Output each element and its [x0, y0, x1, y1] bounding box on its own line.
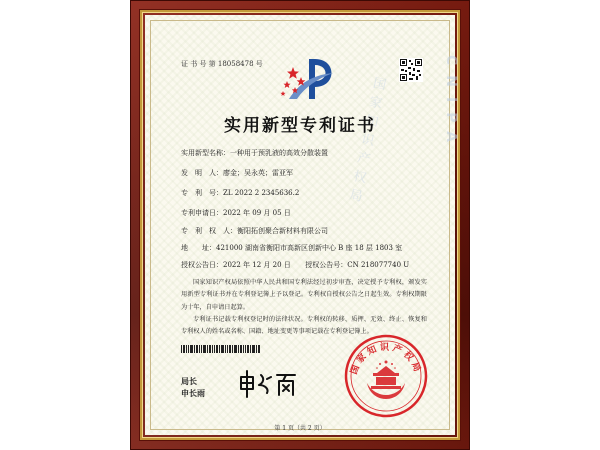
- qr-code-icon: [399, 58, 423, 82]
- grant-number-label: 授权公告号：: [305, 261, 348, 269]
- cnipa-watermark: CNIPA: [443, 55, 459, 153]
- signatory-name: 申长雨: [181, 388, 205, 398]
- patentee-label: 专 利 权 人：: [181, 227, 237, 235]
- utility-model-name-row: [181, 148, 328, 158]
- handwritten-signature-icon: [237, 369, 299, 399]
- body-paragraph: 专利证书记载专利权登记时的法律状况。专利权的转移、质押、无效、终止、恢复和专利权人的姓名或名称、国籍、地址变更等事项记载在专利登记簿上。: [181, 315, 427, 336]
- patentee-row: [181, 226, 328, 236]
- signatory-title: 局长: [181, 376, 197, 386]
- inventor-value: 廖金；吴永英；雷亚军: [223, 169, 293, 177]
- utility-model-name-label: 实用新型名称：: [181, 149, 230, 157]
- certificate-body-text: [181, 277, 427, 338]
- cnipa-logo-icon: [279, 53, 337, 105]
- signatory-block: [181, 375, 205, 399]
- patentee-value: 衡阳拓创聚合新材料有限公司: [237, 227, 328, 235]
- cnipa-watermark-cn: 国家知识产权局: [344, 74, 387, 209]
- grant-date-row: [181, 260, 409, 270]
- filing-date-label: 专利申请日：: [181, 209, 223, 217]
- address-value: 421000 湖南省衡阳市高新区创新中心 B 座 18 层 1803 室: [216, 244, 403, 252]
- grant-number-value: CN 218077740 U: [347, 261, 410, 269]
- filing-date-row: [181, 208, 291, 218]
- inventor-label: 发 明 人：: [181, 169, 223, 177]
- grant-date-value: 2022 年 12 月 20 日: [223, 261, 291, 269]
- certificate-title: 实用新型专利证书: [224, 116, 376, 136]
- body-paragraph: 国家知识产权局依照中华人民共和国专利法经过初步审查，决定授予专利权，颁发实用新型专利证书并在专利登记簿上予以登记。专利权自授权公告之日起生效。专利权期限为十年，自申请日起算。: [181, 279, 427, 311]
- inventor-row: [181, 168, 293, 178]
- seal-text: 国家知识产权局: [349, 343, 423, 376]
- page-number: 第 1 页（共 2 页）: [274, 425, 326, 432]
- filing-date-value: 2022 年 09 月 05 日: [223, 209, 291, 217]
- patent-number-value: ZL 2022 2 2345636.2: [223, 189, 300, 197]
- address-label: 地 址：: [181, 244, 216, 252]
- barcode-icon: [181, 345, 261, 353]
- patent-number-label: 专 利 号：: [181, 189, 223, 197]
- certificate-paper: [145, 15, 459, 435]
- official-red-seal-icon: [343, 333, 429, 419]
- certificate-frame: [130, 0, 470, 450]
- patent-number-row: [181, 188, 299, 198]
- certificate-number: 证 书 号 第 18058478 号: [181, 60, 263, 68]
- address-row: [181, 243, 402, 253]
- grant-date-label: 授权公告日：: [181, 261, 223, 269]
- utility-model-name-value: 一种用于预乳液的高效分散装置: [230, 149, 328, 157]
